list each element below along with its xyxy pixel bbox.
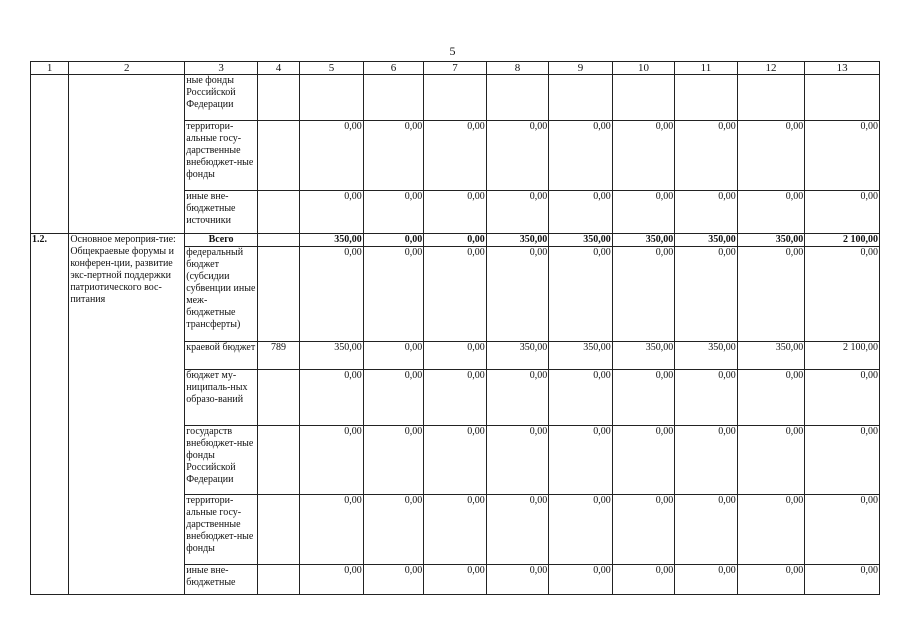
cell-value: 0,00 — [737, 370, 805, 426]
cell-source: иные вне-бюджетные — [185, 565, 258, 595]
cell-value: 0,00 — [805, 565, 880, 595]
cell-value: 0,00 — [300, 191, 364, 234]
cell-value: 0,00 — [300, 565, 364, 595]
cell-value — [805, 75, 880, 121]
cell-value: 0,00 — [805, 495, 880, 565]
cell-value — [363, 75, 423, 121]
cell-value: 0,00 — [549, 370, 613, 426]
column-header: 8 — [486, 62, 549, 75]
cell-value: 0,00 — [363, 342, 423, 370]
cell-value: 0,00 — [486, 370, 549, 426]
cell-value — [737, 75, 805, 121]
cell-number — [31, 75, 69, 234]
cell-source: ные фонды Российской Федерации — [185, 75, 258, 121]
cell-value: 0,00 — [737, 121, 805, 191]
cell-value — [300, 75, 364, 121]
cell-activity: Основное мероприя-тие: Общекраевые форумы и конферен-ции, развитие экс-пертной поддержки патриотического вос-питания — [69, 234, 185, 595]
column-header: 5 — [300, 62, 364, 75]
cell-value — [424, 75, 487, 121]
cell-value: 0,00 — [424, 342, 487, 370]
cell-value: 0,00 — [424, 191, 487, 234]
cell-value: 350,00 — [486, 234, 549, 247]
cell-value: 0,00 — [549, 121, 613, 191]
cell-value: 0,00 — [424, 370, 487, 426]
cell-value: 0,00 — [300, 247, 364, 342]
column-header: 7 — [424, 62, 487, 75]
cell-value: 0,00 — [675, 565, 738, 595]
cell-value: 350,00 — [300, 342, 364, 370]
cell-code — [257, 191, 299, 234]
cell-value — [612, 75, 675, 121]
cell-value: 350,00 — [612, 234, 675, 247]
cell-value: 0,00 — [424, 565, 487, 595]
cell-source: иные вне-бюджетные источники — [185, 191, 258, 234]
cell-value: 0,00 — [675, 370, 738, 426]
cell-value: 0,00 — [424, 495, 487, 565]
cell-value: 0,00 — [737, 247, 805, 342]
column-header: 3 — [185, 62, 258, 75]
column-header: 10 — [612, 62, 675, 75]
cell-value: 0,00 — [737, 565, 805, 595]
cell-value: 0,00 — [805, 121, 880, 191]
table-row — [31, 75, 880, 121]
cell-value: 0,00 — [612, 370, 675, 426]
table-row — [31, 234, 880, 247]
cell-source: Всего — [185, 234, 258, 247]
cell-value: 2 100,00 — [805, 234, 880, 247]
cell-value: 0,00 — [675, 247, 738, 342]
cell-code — [257, 370, 299, 426]
cell-value: 0,00 — [300, 495, 364, 565]
cell-value: 0,00 — [363, 370, 423, 426]
cell-value: 0,00 — [675, 121, 738, 191]
cell-value: 0,00 — [363, 234, 423, 247]
cell-value: 0,00 — [363, 191, 423, 234]
cell-value: 0,00 — [300, 426, 364, 495]
cell-value: 0,00 — [486, 121, 549, 191]
cell-value: 0,00 — [363, 426, 423, 495]
cell-value — [675, 75, 738, 121]
cell-value — [549, 75, 613, 121]
cell-code — [257, 565, 299, 595]
cell-source: территори-альные госу-дарственные внебюджет-ные фонды — [185, 121, 258, 191]
cell-value: 0,00 — [805, 370, 880, 426]
cell-value: 350,00 — [300, 234, 364, 247]
cell-source: краевой бюджет — [185, 342, 258, 370]
header-row — [31, 62, 880, 75]
cell-code — [257, 426, 299, 495]
cell-value: 0,00 — [737, 191, 805, 234]
cell-value: 0,00 — [612, 247, 675, 342]
cell-value: 0,00 — [424, 426, 487, 495]
column-header: 1 — [31, 62, 69, 75]
cell-value: 350,00 — [675, 342, 738, 370]
page-number: 5 — [449, 44, 456, 58]
cell-value: 0,00 — [549, 565, 613, 595]
cell-value: 0,00 — [737, 495, 805, 565]
cell-source: федеральный бюджет (субсидии субвенции иные меж-бюджетные трансферты) — [185, 247, 258, 342]
cell-value: 350,00 — [675, 234, 738, 247]
column-header: 12 — [737, 62, 805, 75]
cell-value: 0,00 — [363, 121, 423, 191]
cell-code: 789 — [257, 342, 299, 370]
column-header: 2 — [69, 62, 185, 75]
cell-value: 0,00 — [363, 565, 423, 595]
cell-value: 0,00 — [486, 426, 549, 495]
cell-value: 350,00 — [737, 234, 805, 247]
column-header: 9 — [549, 62, 613, 75]
cell-value: 0,00 — [363, 247, 423, 342]
cell-source: территори-альные госу-дарственные внебюджет-ные фонды — [185, 495, 258, 565]
cell-value: 350,00 — [549, 234, 613, 247]
cell-value: 0,00 — [424, 247, 487, 342]
cell-source: бюджет му-ниципаль-ных образо-ваний — [185, 370, 258, 426]
cell-value: 0,00 — [549, 426, 613, 495]
cell-number: 1.2. — [31, 234, 69, 595]
cell-value: 0,00 — [363, 495, 423, 565]
cell-value: 0,00 — [300, 370, 364, 426]
cell-code — [257, 75, 299, 121]
cell-value: 350,00 — [549, 342, 613, 370]
cell-code — [257, 121, 299, 191]
cell-value: 0,00 — [300, 121, 364, 191]
cell-value: 2 100,00 — [805, 342, 880, 370]
column-header: 4 — [257, 62, 299, 75]
cell-value: 0,00 — [612, 426, 675, 495]
cell-code — [257, 234, 299, 247]
cell-value: 0,00 — [805, 191, 880, 234]
cell-value: 0,00 — [805, 247, 880, 342]
cell-value: 0,00 — [612, 121, 675, 191]
cell-activity — [69, 75, 185, 234]
cell-value: 0,00 — [675, 495, 738, 565]
cell-value: 0,00 — [675, 191, 738, 234]
cell-value: 0,00 — [486, 247, 549, 342]
cell-code — [257, 495, 299, 565]
cell-value: 0,00 — [805, 426, 880, 495]
column-header: 13 — [805, 62, 880, 75]
cell-value: 350,00 — [486, 342, 549, 370]
cell-value: 0,00 — [549, 247, 613, 342]
cell-value: 0,00 — [486, 565, 549, 595]
cell-value: 0,00 — [612, 495, 675, 565]
cell-value: 350,00 — [612, 342, 675, 370]
cell-value: 0,00 — [486, 191, 549, 234]
column-header: 6 — [363, 62, 423, 75]
cell-value: 0,00 — [612, 565, 675, 595]
cell-value: 0,00 — [612, 191, 675, 234]
budget-table — [30, 61, 880, 595]
cell-value: 0,00 — [424, 234, 487, 247]
cell-value: 0,00 — [486, 495, 549, 565]
column-header: 11 — [675, 62, 738, 75]
cell-value: 0,00 — [737, 426, 805, 495]
cell-value: 0,00 — [675, 426, 738, 495]
cell-value: 0,00 — [549, 495, 613, 565]
cell-value: 0,00 — [549, 191, 613, 234]
cell-value: 350,00 — [737, 342, 805, 370]
cell-source: государств внебюджет-ные фонды Российской Федерации — [185, 426, 258, 495]
cell-code — [257, 247, 299, 342]
cell-value — [486, 75, 549, 121]
cell-value: 0,00 — [424, 121, 487, 191]
